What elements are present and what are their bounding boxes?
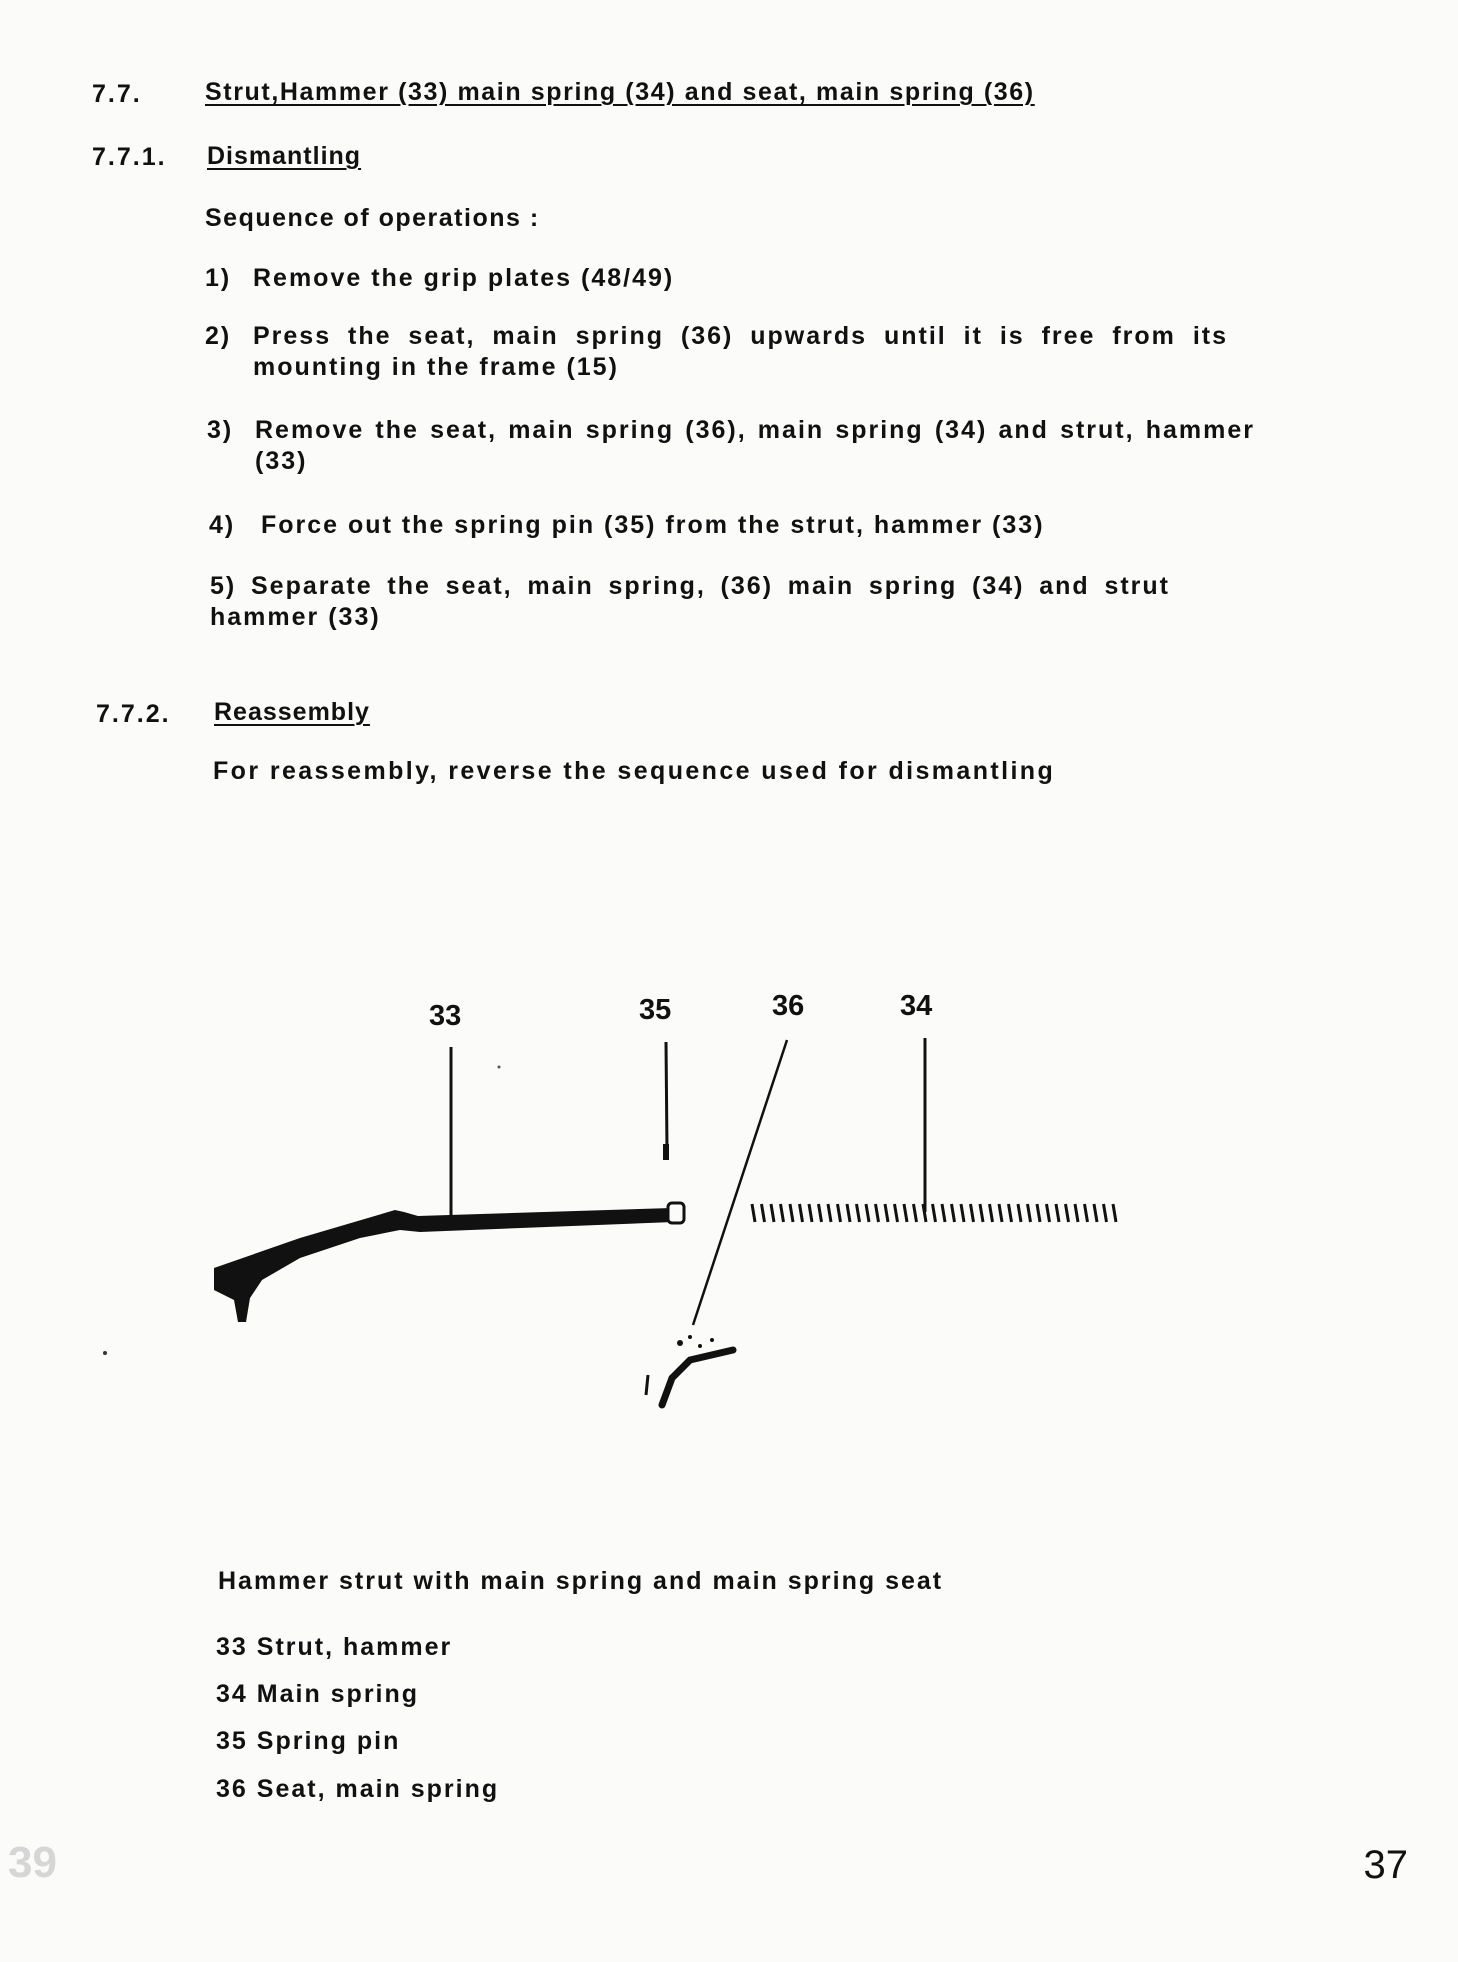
spring-coil xyxy=(1037,1204,1040,1222)
step-text: Force out the spring pin (35) from the strut, hammer (33) xyxy=(261,511,1045,539)
legend-label: Seat, main spring xyxy=(256,1775,500,1803)
callout-34: 34 xyxy=(900,990,933,1022)
step-text: Remove the grip plates (48/49) xyxy=(253,264,675,292)
legend-item-35 xyxy=(216,1727,400,1756)
spring-coil xyxy=(1066,1204,1069,1222)
step-text: Press the seat, main spring (36) upwards until it is free from its mounting in the frame (15) xyxy=(253,322,1228,381)
seat-main-spring-part xyxy=(646,1335,733,1405)
spring-coil xyxy=(752,1204,755,1222)
spring-coil xyxy=(781,1204,784,1222)
spring-coil xyxy=(790,1204,793,1222)
spring-coil xyxy=(1047,1204,1050,1222)
subsection-number-reassembly: 7.7.2. xyxy=(96,700,171,728)
spring-coil xyxy=(904,1204,907,1222)
step-number: 2) xyxy=(205,322,232,350)
spring-coil xyxy=(1018,1204,1021,1222)
spring-coil xyxy=(1028,1204,1031,1222)
reassembly-text: For reassembly, reverse the sequence used for dismantling xyxy=(213,757,1056,785)
legend-item-36 xyxy=(216,1775,499,1804)
spring-coil xyxy=(895,1204,898,1222)
faint-page-mark: 39 xyxy=(8,1838,57,1887)
legend-label: Main spring xyxy=(256,1680,420,1708)
spring-coil xyxy=(999,1204,1002,1222)
callout-36: 36 xyxy=(772,990,805,1022)
legend-number: 34 xyxy=(216,1680,248,1708)
step-number: 1) xyxy=(205,264,232,292)
figure-caption: Hammer strut with main spring and main spring seat xyxy=(218,1567,944,1595)
spring-coil xyxy=(800,1204,803,1222)
sequence-intro: Sequence of operations : xyxy=(205,204,540,232)
spring-coil xyxy=(866,1204,869,1222)
spring-coil xyxy=(1094,1204,1097,1222)
spring-coil xyxy=(952,1204,955,1222)
legend-number: 36 xyxy=(216,1775,248,1803)
leader-line-35 xyxy=(666,1042,667,1150)
step-text: Separate the seat, main spring, (36) main spring (34) and strut hammer (33) xyxy=(210,572,1170,631)
spring-coil xyxy=(980,1204,983,1222)
spring-coil xyxy=(1056,1204,1059,1222)
spring-coil xyxy=(1075,1204,1078,1222)
spring-coil xyxy=(857,1204,860,1222)
legend-item-34 xyxy=(216,1680,419,1709)
legend-number: 35 xyxy=(216,1727,248,1755)
section-title: Strut,Hammer (33) main spring (34) and seat, main spring (36) xyxy=(205,78,1035,106)
spring-coil xyxy=(771,1204,774,1222)
subsection-heading-dismantling: Dismantling xyxy=(207,142,362,170)
subsection-heading-reassembly: Reassembly xyxy=(214,698,370,726)
main-spring-part xyxy=(752,1204,1116,1222)
subsection-number-dismantling: 7.7.1. xyxy=(92,143,167,171)
spring-coil xyxy=(1085,1204,1088,1222)
spring-coil xyxy=(914,1204,917,1222)
callout-35: 35 xyxy=(639,994,672,1026)
spring-coil xyxy=(838,1204,841,1222)
spring-coil xyxy=(819,1204,822,1222)
spring-coil xyxy=(1009,1204,1012,1222)
spring-coil xyxy=(1104,1204,1107,1222)
step-number: 3) xyxy=(207,416,234,444)
step-number: 5) xyxy=(210,572,237,600)
legend-number: 33 xyxy=(216,1633,248,1661)
spring-coil xyxy=(961,1204,964,1222)
spring-coil xyxy=(942,1204,945,1222)
step-text: Remove the seat, main spring (36), main spring (34) and strut, hammer (33) xyxy=(255,416,1255,475)
spring-coil xyxy=(847,1204,850,1222)
spring-coil xyxy=(885,1204,888,1222)
spring-coil xyxy=(971,1204,974,1222)
spring-coil xyxy=(876,1204,879,1222)
spring-coil xyxy=(762,1204,765,1222)
strut-hammer-part xyxy=(214,1203,684,1322)
spring-coil xyxy=(933,1204,936,1222)
legend-item-33 xyxy=(216,1633,452,1662)
spring-coil xyxy=(1113,1204,1116,1222)
legend-label: Spring pin xyxy=(256,1727,401,1755)
callout-33: 33 xyxy=(429,1000,462,1032)
spring-pin-part xyxy=(663,1144,669,1160)
spring-coil xyxy=(809,1204,812,1222)
step-number: 4) xyxy=(209,511,236,539)
section-number: 7.7. xyxy=(92,80,142,108)
spring-coil xyxy=(828,1204,831,1222)
leader-line-36 xyxy=(693,1040,787,1325)
page-number: 37 xyxy=(1363,1843,1408,1887)
spring-coil xyxy=(990,1204,993,1222)
legend-label: Strut, hammer xyxy=(256,1633,453,1661)
